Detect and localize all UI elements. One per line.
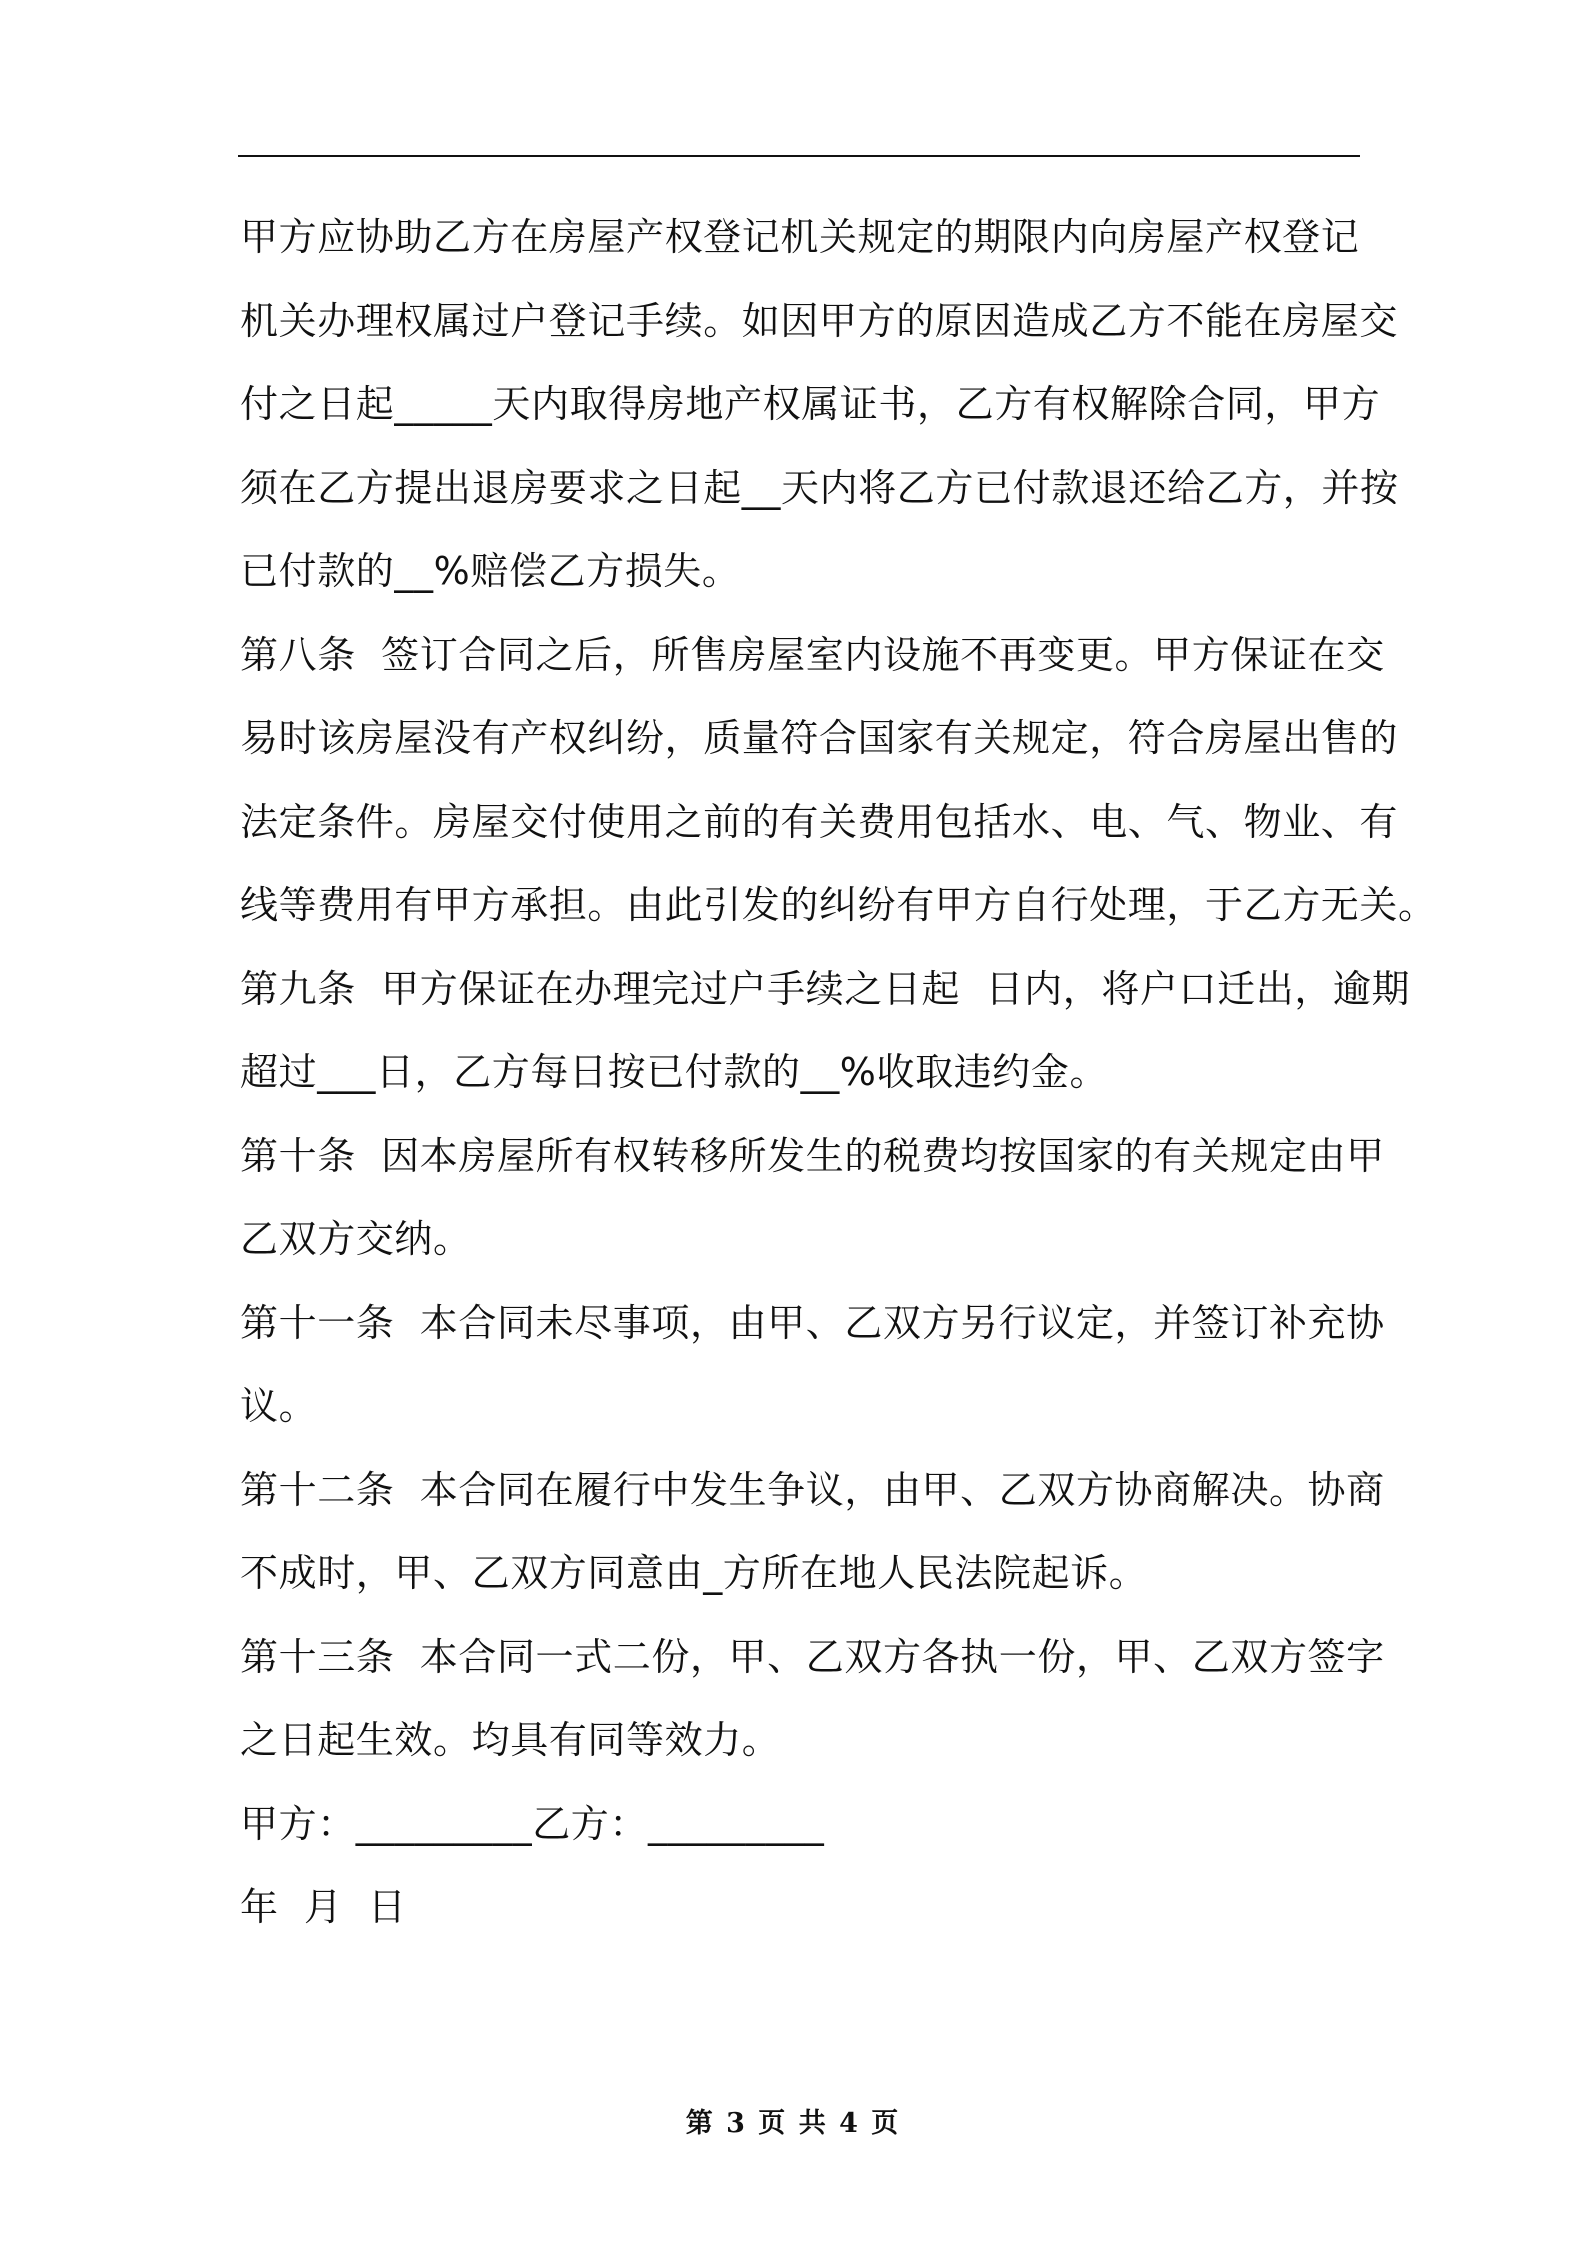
text-line: 乙双方交纳。 (240, 1217, 472, 1261)
clause-9-line: 第九条 甲方保证在办理完过户手续之日起 日内，将户口迁出，逾期 (240, 966, 1411, 1011)
clause-10-line: 第十条 因本房屋所有权转移所发生的税费均按国家的有关规定由甲 (240, 1133, 1385, 1178)
text-line: 甲方应协助乙方在房屋产权登记机关规定的期限内向房屋产权登记 (240, 215, 1360, 259)
text-line: 之日起生效。均具有同等效力。 (240, 1718, 781, 1762)
text-line: 付之日起_____天内取得房地产权属证书，乙方有权解除合同，甲方 (240, 382, 1381, 426)
date-line: 年 月 日 (240, 1885, 407, 1929)
clause-8-line: 第八条 签订合同之后，所售房屋室内设施不再变更。甲方保证在交 (240, 632, 1385, 677)
clause-12-line: 第十二条 本合同在履行中发生争议，由甲、乙双方协商解决。协商 (240, 1467, 1385, 1512)
clause-13-line: 第十三条 本合同一式二份，甲、乙双方各执一份，甲、乙双方签字 (240, 1634, 1385, 1679)
text-line: 法定条件。房屋交付使用之前的有关费用包括水、电、气、物业、有 (240, 799, 1399, 844)
text-line: 线等费用有甲方承担。由此引发的纠纷有甲方自行处理，于乙方无关。 (240, 883, 1437, 927)
clause-11-line: 第十一条 本合同未尽事项，由甲、乙双方另行议定，并签订补充协 (240, 1300, 1385, 1345)
text-line: 易时该房屋没有产权纠纷，质量符合国家有关规定，符合房屋出售的 (240, 716, 1399, 760)
signature-line: 甲方：_________乙方：_________ (240, 1801, 825, 1846)
text-line: 机关办理权属过户登记手续。如因甲方的原因造成乙方不能在房屋交 (240, 298, 1399, 343)
text-line: 议。 (240, 1384, 318, 1428)
text-line: 不成时，甲、乙双方同意由_方所在地人民法院起诉。 (240, 1551, 1148, 1595)
page-number: 第 3 页 共 4 页 (685, 2108, 901, 2139)
document-body (240, 196, 1437, 1950)
text-line: 须在乙方提出退房要求之日起__天内将乙方已付款退还给乙方，并按 (240, 465, 1399, 510)
header-rule (238, 155, 1360, 157)
text-line: 超过___日，乙方每日按已付款的__%收取违约金。 (240, 1050, 1109, 1094)
text-line: 已付款的__%赔偿乙方损失。 (240, 549, 741, 593)
